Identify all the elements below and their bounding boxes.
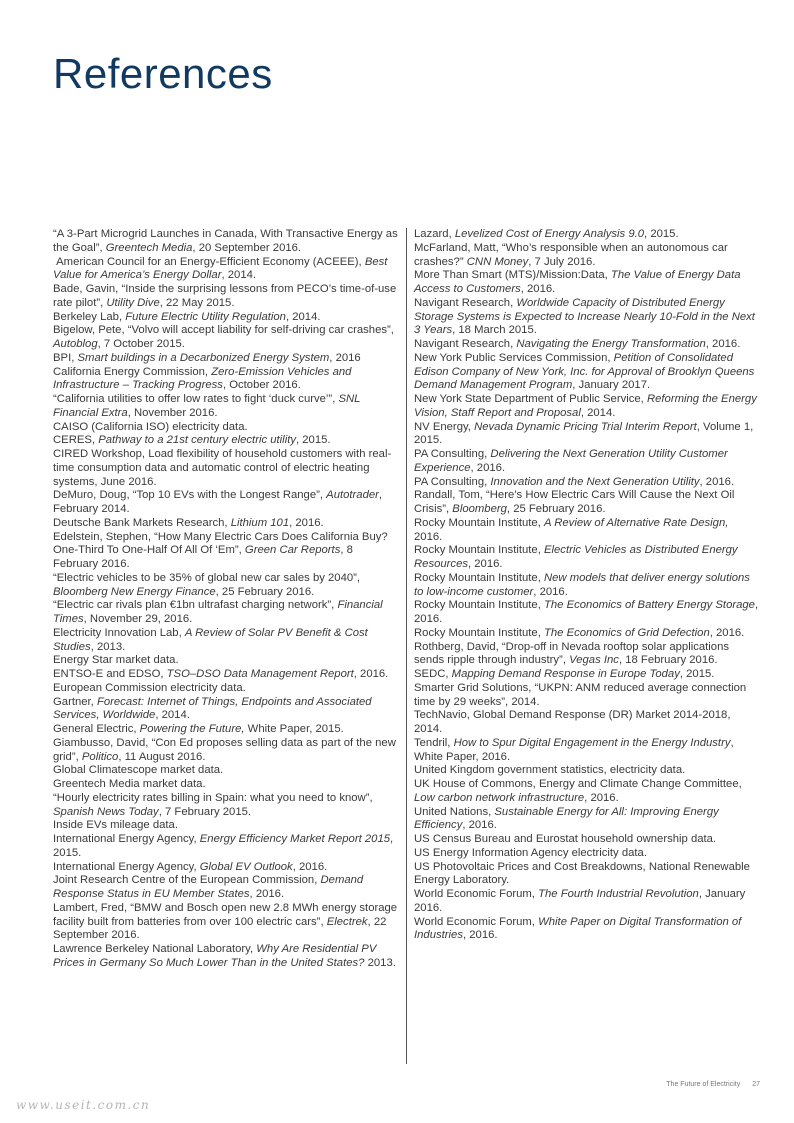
reference-entry: [53, 764, 398, 778]
reference-source-title: Sustainable Energy for All: Improving Energy Efficiency: [414, 805, 719, 832]
reference-text: General Electric,: [53, 723, 140, 735]
reference-entry: [414, 572, 759, 600]
reference-text: , 2016.: [414, 599, 759, 625]
reference-entry: [414, 242, 759, 270]
reference-entry: [53, 682, 398, 696]
reference-text: SEDC,: [414, 668, 452, 680]
reference-source-title: Forecast: Internet of Things, Endpoints and Associated Services, Worldwide: [53, 695, 372, 722]
reference-text: Inside EVs mileage data.: [53, 819, 178, 832]
reference-text: , 11 August 2016.: [118, 750, 206, 763]
reference-text: Electricity Innovation Lab,: [53, 626, 185, 639]
reference-text: McFarland, Matt, “Who’s responsible when an autonomous car crashes?”: [414, 241, 728, 268]
reference-text: , 7 February 2015.: [158, 805, 252, 818]
reference-entry: [53, 599, 398, 627]
reference-entry: [53, 654, 398, 668]
reference-entry: [53, 517, 398, 531]
reference-text: Smarter Grid Solutions, “UKPN: ANM reduced average connection time by 29 weeks”, 2014.: [414, 681, 747, 708]
reference-entry: [414, 269, 759, 297]
references-right-column: [414, 228, 759, 943]
reference-text: CAISO (California ISO) electricity data.: [53, 420, 248, 433]
reference-text: US Energy Information Agency electricity data.: [414, 846, 647, 859]
reference-entry: [414, 764, 759, 778]
reference-text: , 25 February 2016.: [215, 585, 315, 598]
reference-source-title: Greentech Media: [105, 241, 193, 254]
reference-text: , January 2017.: [572, 379, 651, 392]
reference-source-title: TSO–DSO Data Management Report: [166, 668, 354, 680]
reference-source-title: Best Value for America’s Energy Dollar: [53, 255, 388, 282]
reference-source-title: Delivering the Next Generation Utility Customer Experience: [414, 448, 728, 474]
reference-source-title: Global EV Outlook: [199, 860, 293, 873]
reference-text: More Than Smart (MTS)/Mission:Data,: [414, 269, 611, 282]
reference-source-title: Low carbon network infrastructure: [414, 791, 585, 804]
reference-text: , 2016.: [462, 929, 498, 942]
reference-text: World Economic Forum,: [414, 888, 539, 900]
reference-text: United Nations,: [414, 805, 495, 818]
reference-text: CIRED Workshop, Load flexibility of household customers with real-time consumption data and automatic control of electric heating systems, June 2016.: [53, 448, 392, 488]
reference-source-title: Smart buildings in a Decarbonized Energy System: [77, 351, 330, 364]
reference-text: International Energy Agency,: [53, 833, 200, 845]
reference-source-title: New models that deliver energy solutions to low-income customer: [414, 571, 750, 598]
reference-text: TechNavio, Global Demand Response (DR) Market 2014-2018, 2014.: [414, 709, 731, 735]
reference-text: CERES,: [53, 434, 99, 447]
reference-text: 2016.: [414, 530, 443, 543]
reference-text: , 2016.: [584, 791, 619, 804]
reference-text: , 2016.: [462, 819, 497, 832]
reference-text: US Photovoltaic Prices and Cost Breakdowns, National Renewable Energy Laboratory.: [414, 860, 750, 887]
reference-entry: [53, 531, 398, 572]
references-left-column: [53, 228, 398, 971]
footer-publication-title: The Future of Electricity: [666, 1081, 741, 1088]
reference-text: “A 3-Part Microgrid Launches in Canada, With Transactive Energy as the Goal”,: [53, 228, 398, 254]
reference-entry: [414, 297, 759, 338]
reference-entry: [53, 324, 398, 352]
reference-source-title: Reforming the Energy Vision, Staff Report and Proposal: [414, 393, 757, 419]
reference-text: , 2016.: [289, 516, 324, 529]
reference-text: , 2016.: [533, 585, 568, 598]
reference-entry: [53, 696, 398, 724]
reference-text: DeMuro, Doug, “Top 10 EVs with the Longest Range”,: [53, 489, 327, 502]
reference-entry: [414, 489, 759, 517]
reference-text: “California utilities to offer low rates to fight ‘duck curve’”,: [53, 393, 339, 405]
reference-entry: [53, 352, 398, 366]
reference-text: Deutsche Bank Markets Research,: [53, 516, 231, 529]
reference-text: Energy Star market data.: [53, 654, 179, 667]
reference-source-title: Zero-Emission Vehicles and Infrastructure – Tracking Progress: [53, 365, 352, 392]
reference-entry: [414, 806, 759, 834]
reference-text: European Commission electricity data.: [53, 681, 246, 694]
reference-text: , 18 March 2015.: [452, 324, 537, 337]
reference-text: , 2015.: [644, 228, 679, 240]
reference-source-title: Lithium 101: [230, 516, 290, 529]
reference-entry: [414, 599, 759, 627]
reference-entry: [414, 517, 759, 545]
reference-text: Greentech Media market data.: [53, 778, 206, 790]
reference-source-title: Petition of Consolidated Edison Company of New York, Inc. for Approval of Brooklyn Queens Demand Management Program: [414, 351, 755, 392]
reference-text: UK House of Commons, Energy and Climate Change Committee,: [414, 778, 742, 790]
reference-source-title: Electric Vehicles as Distributed Energy Resources: [414, 544, 738, 570]
reference-text: White Paper, 2015.: [244, 723, 344, 735]
reference-entry: [53, 421, 398, 435]
reference-entry: [414, 393, 759, 421]
reference-text: , 2015.: [679, 668, 715, 680]
reference-source-title: Bloomberg New Energy Finance: [53, 585, 216, 598]
reference-text: Rocky Mountain Institute,: [414, 626, 544, 639]
reference-entry: [414, 709, 759, 737]
reference-text: International Energy Agency,: [53, 860, 200, 873]
reference-source-title: Navigating the Energy Transformation: [516, 338, 706, 350]
reference-entry: [414, 682, 759, 710]
reference-text: , November 2016.: [127, 406, 218, 419]
reference-entry: [53, 572, 398, 600]
reference-source-title: Nevada Dynamic Pricing Trial Interim Report: [474, 420, 697, 433]
reference-text: Berkeley Lab,: [53, 310, 126, 323]
reference-text: Navigant Research,: [414, 338, 517, 350]
reference-source-title: The Economics of Grid Defection: [543, 626, 710, 639]
reference-text: “Electric car rivals plan €1bn ultrafast charging network”,: [53, 599, 338, 612]
reference-text: Bigelow, Pete, “Volvo will accept liability for self-driving car crashes”,: [53, 324, 394, 337]
reference-text: PA Consulting,: [414, 448, 491, 460]
reference-source-title: Financial Times: [53, 599, 383, 625]
reference-entry: [414, 847, 759, 861]
reference-text: Tendril,: [414, 736, 454, 749]
reference-text: , 7 July 2016.: [528, 255, 596, 268]
reference-text: , White Paper, 2016.: [414, 736, 734, 763]
reference-source-title: The Economics of Battery Energy Storage: [543, 599, 755, 612]
reference-text: American Council for an Energy-Efficient Economy (ACEEE),: [53, 255, 365, 268]
reference-text: Rocky Mountain Institute,: [414, 599, 544, 612]
watermark: www.useit.com.cn: [16, 1098, 151, 1112]
reference-text: Rocky Mountain Institute,: [414, 544, 544, 557]
reference-text: World Economic Forum,: [414, 915, 539, 928]
reference-text: Randall, Tom, “Here’s How Electric Cars Will Cause the Next Oil Crisis”,: [414, 489, 735, 515]
reference-text: , 2016.: [292, 860, 328, 873]
reference-entry: [414, 627, 759, 641]
reference-text: , 2014.: [155, 709, 190, 722]
reference-text: Navigant Research,: [414, 296, 517, 309]
reference-source-title: A Review of Solar PV Benefit & Cost Studies: [53, 626, 368, 653]
reference-source-title: Future Electric Utility Regulation: [125, 310, 286, 323]
reference-text: , 2013.: [90, 640, 126, 653]
reference-entry: [414, 544, 759, 572]
reference-source-title: The Fourth Industrial Revolution: [538, 888, 699, 900]
reference-entry: [414, 737, 759, 765]
reference-text: , 20 September 2016.: [192, 241, 302, 254]
reference-entry: [53, 833, 398, 861]
reference-entry: [414, 448, 759, 476]
reference-text: , 2016.: [705, 338, 741, 350]
reference-source-title: A Review of Alternative Rate Design,: [543, 516, 729, 529]
reference-text: , 18 February 2016.: [618, 654, 718, 667]
reference-text: PA Consulting,: [414, 475, 491, 488]
reference-text: , October 2016.: [222, 379, 301, 392]
reference-entry: [53, 668, 398, 682]
reference-source-title: Why Are Residential PV Prices in Germany So Much Lower Than in the United States?: [53, 943, 377, 969]
reference-source-title: Worldwide Capacity of Distributed Energy Storage Systems is Expected to Increase Nearly 10-Fold in the Next 3 Years: [414, 296, 755, 337]
reference-entry: [414, 888, 759, 916]
reference-text: 2013.: [364, 956, 396, 969]
reference-source-title: Bloomberg: [452, 503, 507, 515]
reference-text: , 2016.: [709, 626, 745, 639]
reference-text: , 2016.: [699, 475, 735, 488]
reference-source-title: SNL Financial Extra: [53, 393, 361, 419]
reference-text: New York State Department of Public Service,: [414, 393, 647, 405]
reference-text: United Kingdom government statistics, electricity data.: [414, 764, 686, 777]
reference-text: ENTSO-E and EDSO,: [53, 668, 167, 680]
reference-text: “Hourly electricity rates billing in Spain: what you need to know”,: [53, 791, 373, 804]
reference-text: Edelstein, Stephen, “How Many Electric Cars Does California Buy? One-Third To One-Half Of All Of ‘Em”,: [53, 530, 388, 557]
reference-entry: [53, 737, 398, 765]
reference-entry: [414, 476, 759, 490]
reference-text: , 2015.: [53, 833, 394, 859]
reference-source-title: Utility Dive: [106, 296, 160, 309]
reference-source-title: Levelized Cost of Energy Analysis 9.0: [454, 228, 645, 240]
reference-entry: [53, 861, 398, 875]
reference-text: Global Climatescope market data.: [53, 764, 224, 777]
reference-text: , 2014.: [580, 406, 616, 419]
reference-text: , 8 February 2016.: [53, 544, 353, 570]
reference-text: “Electric vehicles to be 35% of global new car sales by 2040”,: [53, 571, 361, 584]
reference-text: Rocky Mountain Institute,: [414, 571, 544, 584]
reference-entry: [53, 434, 398, 448]
page-footer: [560, 1081, 760, 1088]
reference-entry: [414, 833, 759, 847]
reference-entry: [53, 902, 398, 943]
reference-text: , January 2016.: [414, 888, 746, 914]
reference-text: BPI,: [53, 351, 78, 364]
reference-entry: [53, 228, 398, 256]
reference-entry: [53, 792, 398, 820]
reference-text: , 2014.: [221, 269, 257, 282]
reference-entry: [53, 723, 398, 737]
reference-text: Lazard,: [414, 228, 455, 240]
reference-text: , 22 September 2016.: [53, 915, 387, 942]
reference-entry: [414, 916, 759, 944]
reference-source-title: The Value of Energy Data Access to Customers: [414, 269, 741, 295]
reference-text: , February 2014.: [53, 489, 383, 515]
reference-entry: [53, 819, 398, 833]
reference-text: Giambusso, David, “Con Ed proposes selling data as part of the new grid”,: [53, 736, 396, 763]
reference-entry: [53, 874, 398, 902]
column-divider: [406, 228, 407, 1064]
reference-source-title: Autotrader: [326, 489, 379, 502]
reference-text: , November 29, 2016.: [83, 613, 193, 625]
reference-source-title: Electrek: [326, 915, 368, 928]
reference-source-title: Demand Response Status in EU Member States: [53, 874, 364, 900]
reference-text: Lambert, Fred, “BMW and Bosch open new 2.8 MWh energy storage facility built from batteries from over 100 electric cars”,: [53, 901, 398, 928]
reference-text: , 2016.: [470, 461, 506, 474]
reference-text: , 2016.: [468, 558, 503, 570]
reference-text: , 22 May 2015.: [159, 296, 235, 309]
reference-entry: [53, 283, 398, 311]
reference-source-title: How to Spur Digital Engagement in the Energy Industry: [453, 736, 731, 749]
reference-text: , 2014.: [285, 310, 321, 323]
reference-entry: [53, 627, 398, 655]
reference-entry: [53, 448, 398, 489]
reference-source-title: Vegas Inc: [569, 654, 619, 667]
reference-text: , Volume 1, 2015.: [414, 420, 754, 447]
reference-entry: [53, 393, 398, 421]
reference-source-title: Energy Efficiency Market Report 2015: [199, 833, 391, 845]
reference-text: , 7 October 2015.: [97, 338, 185, 350]
reference-text: , 2015.: [296, 434, 331, 447]
reference-entry: [414, 641, 759, 669]
reference-text: US Census Bureau and Eurostat household ownership data.: [414, 833, 717, 845]
reference-entry: [53, 256, 398, 284]
reference-source-title: CNN Money: [466, 255, 529, 268]
reference-entry: [53, 489, 398, 517]
reference-text: Gartner,: [53, 695, 97, 708]
reference-entry: [414, 352, 759, 393]
reference-text: Bade, Gavin, “Inside the surprising lessons from PECO’s time-of-use rate pilot”,: [53, 283, 397, 309]
reference-text: , 2016: [329, 351, 361, 364]
reference-text: Joint Research Centre of the European Commission,: [53, 874, 321, 887]
reference-text: , 2016.: [249, 888, 285, 900]
reference-text: New York Public Services Commission,: [414, 351, 614, 364]
reference-text: , 25 February 2016.: [506, 503, 606, 515]
reference-text: California Energy Commission,: [53, 365, 212, 378]
reference-source-title: Pathway to a 21st century electric utility: [98, 434, 296, 447]
reference-entry: [53, 366, 398, 394]
reference-source-title: Autoblog: [53, 338, 98, 350]
page-number: 27: [752, 1081, 760, 1088]
reference-text: NV Energy,: [414, 420, 475, 433]
reference-source-title: Green Car Reports: [244, 544, 341, 557]
reference-source-title: Spanish News Today: [53, 805, 159, 818]
reference-entry: [53, 778, 398, 792]
reference-entry: [414, 778, 759, 806]
reference-text: , 2016.: [353, 668, 389, 680]
reference-text: Lawrence Berkeley National Laboratory,: [53, 943, 257, 955]
reference-entry: [414, 668, 759, 682]
reference-source-title: Powering the Future,: [139, 723, 245, 735]
reference-entry: [414, 421, 759, 449]
reference-entry: [414, 861, 759, 889]
reference-entry: [414, 338, 759, 352]
reference-source-title: Politico: [81, 750, 119, 763]
reference-text: Rothberg, David, “Drop-off in Nevada rooftop solar applications sends ripple through industry”,: [414, 640, 730, 667]
reference-source-title: Innovation and the Next Generation Utility: [490, 475, 700, 488]
reference-text: , 2016.: [520, 283, 556, 295]
reference-entry: [53, 943, 398, 971]
reference-entry: [53, 311, 398, 325]
reference-source-title: Mapping Demand Response in Europe Today: [451, 668, 680, 680]
reference-entry: [414, 228, 759, 242]
reference-source-title: White Paper on Digital Transformation of Industries: [414, 915, 742, 942]
page-title: References: [53, 50, 273, 97]
reference-text: Rocky Mountain Institute,: [414, 516, 544, 529]
